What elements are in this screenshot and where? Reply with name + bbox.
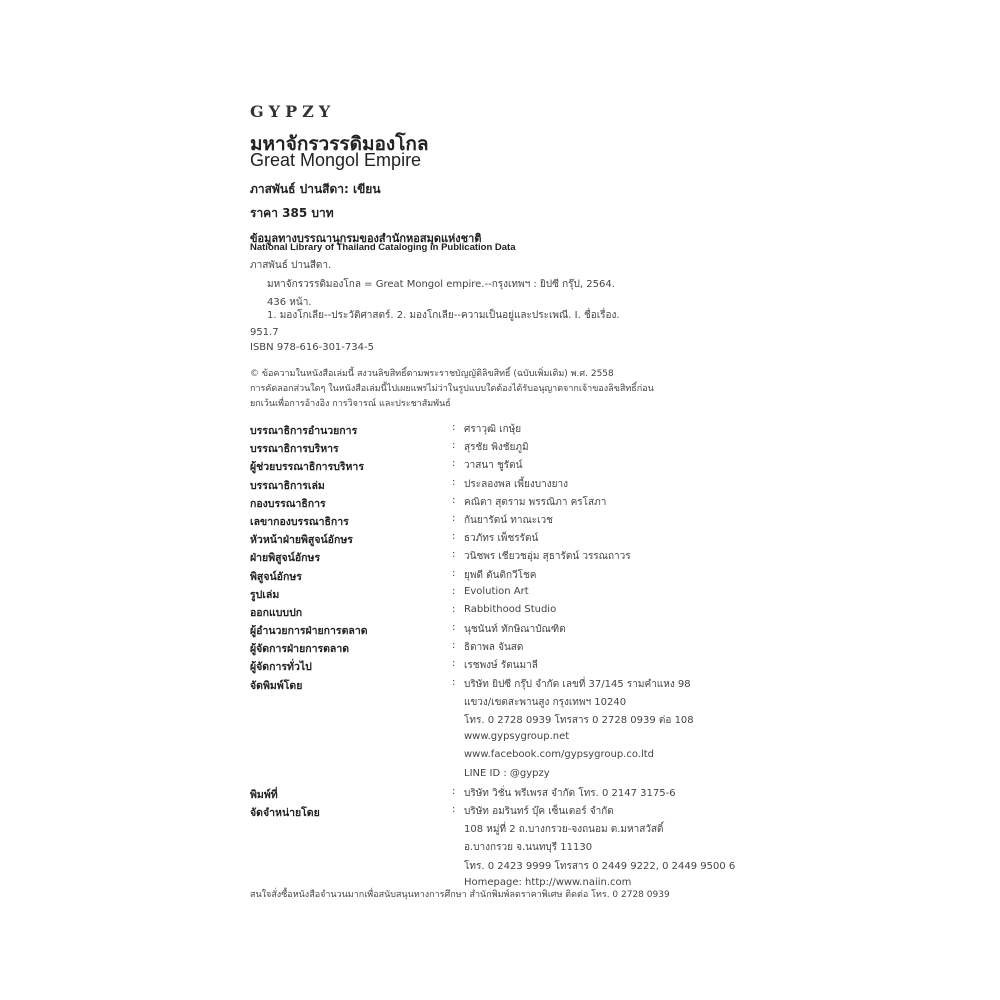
credit-value: Rabbithood Studio (464, 603, 557, 615)
credit-row (250, 731, 770, 749)
credit-label: ผู้อำนวยการฝ่ายการตลาด (250, 625, 368, 638)
credit-value: ประลองพล เพี้ยงบางยาง (464, 478, 568, 490)
credit-label: กองบรรณาธิการ (250, 497, 326, 510)
credit-value: นุชนันท์ ทักษิณาบัณฑิต (464, 624, 566, 636)
credit-label: พิสูจน์อักษร (250, 570, 302, 583)
credit-value: ธิดาพล จันสด (464, 642, 524, 654)
cip-heading-thai: ข้อมูลทางบรรณานุกรมของสำนักหอสมุดแห่งชาติ (250, 232, 482, 245)
price-line: ราคา 385 บาท (250, 206, 334, 220)
credit-row (250, 531, 770, 549)
credit-colon: : (452, 531, 456, 543)
credit-label: บรรณาธิการอำนวยการ (250, 425, 358, 437)
copyright-notice-3: ยกเว้นเพื่อการอ้างอิง การวิจารณ์ และประชาสัมพันธ์ (250, 399, 451, 409)
credit-row (250, 859, 770, 877)
credit-colon: : (452, 549, 456, 561)
credits-list (250, 422, 770, 895)
credit-value: อ.บางกรวย จ.นนทบุรี 11130 (464, 842, 593, 854)
credit-colon: : (452, 567, 456, 579)
credit-row (250, 458, 770, 476)
credit-row (250, 604, 770, 622)
credit-row (250, 549, 770, 567)
book-title-english: Great Mongol Empire (250, 150, 422, 170)
credit-label: พิมพ์ที่ (250, 788, 278, 801)
credit-colon: : (452, 622, 456, 634)
credit-label: ผู้จัดการทั่วไป (250, 661, 312, 674)
credit-row (250, 804, 770, 822)
credit-value: www.gypsygroup.net (464, 731, 570, 743)
cip-title-imprint: มหาจักรวรรดิมองโกล = Great Mongol empire.--กรุงเทพฯ : ยิปซี กรุ๊ป, 2564. (267, 279, 615, 290)
cip-isbn: ISBN 978-616-301-734-5 (250, 342, 374, 353)
credit-label: รูปเล่ม (250, 588, 280, 601)
credit-value: 108 หมู่ที่ 2 ถ.บางกรวย-จงถนอม ต.มหาสวัสดิ์ (464, 824, 664, 836)
publisher-logo: GYPZY (250, 102, 336, 121)
credit-value: www.facebook.com/gypsygroup.co.ltd (464, 749, 655, 761)
cip-pages: 436 หน้า. (267, 297, 312, 308)
credit-colon: : (452, 422, 456, 433)
credit-value: แขวง/เขตสะพานสูง กรุงเทพฯ 10240 (464, 696, 627, 708)
book-title-thai: มหาจักรวรรดิมองโกล (250, 133, 429, 155)
credit-colon: : (452, 512, 456, 524)
credit-colon: : (452, 494, 456, 506)
cip-heading-english: National Library of Thailand Cataloging in Publication Data (250, 242, 516, 253)
credit-row (250, 495, 770, 513)
credit-row (250, 440, 770, 458)
credit-colon: : (452, 658, 456, 670)
cip-subjects: 1. มองโกเลีย--ประวัติศาสตร์. 2. มองโกเลีย--ความเป็นอยู่และประเพณี. I. ชื่อเรื่อง. (267, 310, 620, 321)
credit-colon: : (452, 585, 456, 597)
credit-colon: : (452, 803, 456, 815)
bulk-order-footer: สนใจสั่งซื้อหนังสือจำนวนมากเพื่อสนับสนุนทางการศึกษา สำนักพิมพ์ลดราคาพิเศษ ติดต่อ โทร. 0 2728 0939 (250, 890, 670, 900)
credit-value: Homepage: http://www.naiin.com (464, 876, 632, 888)
credit-label: จัดพิมพ์โดย (250, 679, 303, 692)
credit-colon: : (452, 440, 456, 452)
credit-value: บริษัท ยิปซี กรุ๊ป จำกัด เลขที่ 37/145 รามคำแหง 98 (464, 678, 691, 690)
credit-label: เลขากองบรรณาธิการ (250, 515, 349, 528)
copyright-notice-1: © ข้อความในหนังสือเล่มนี้ สงวนลิขสิทธิ์ตามพระราชบัญญัติลิขสิทธิ์ (ฉบับเพิ่มเติม) พ.ศ. 2558 (250, 369, 614, 379)
credit-row (250, 768, 770, 786)
copyright-notice-2: การคัดลอกส่วนใดๆ ในหนังสือเล่มนี้ไปเผยแพร่ไม่ว่าในรูปแบบใดต้องได้รับอนุญาตจากเจ้าของลิขสิทธิ์ก่อน (250, 384, 654, 394)
credit-colon: : (452, 458, 456, 470)
credit-label: ฝ่ายพิสูจน์อักษร (250, 552, 321, 565)
credit-label: ออกแบบปก (250, 606, 303, 619)
credit-value: คณิตา สุตราม พรรณิภา ครโสภา (464, 496, 607, 508)
credit-label: หัวหน้าฝ่ายพิสูจน์อักษร (250, 534, 353, 547)
credit-value: สุรชัย พิงชัยภูมิ (464, 442, 529, 454)
credit-value: ธวภัทร เพ็ชรรัตน์ (464, 533, 539, 545)
credit-row (250, 786, 770, 804)
credit-row (250, 586, 770, 604)
credit-value: โทร. 0 2728 0939 โทรสาร 0 2728 0939 ต่อ 108 (464, 715, 694, 726)
credit-value: กันยารัตน์ ทาณะเวช (464, 514, 553, 526)
credit-colon: : (452, 640, 456, 652)
credit-row (250, 713, 770, 731)
credit-label: ผู้จัดการฝ่ายการตลาด (250, 643, 350, 656)
credit-row (250, 422, 770, 440)
credit-value: บริษัท วิชั่น พรีเพรส จำกัด โทร. 0 2147 3175-6 (464, 787, 676, 799)
credit-row (250, 695, 770, 713)
credit-row (250, 677, 770, 695)
credit-row (250, 658, 770, 676)
credit-label: บรรณาธิการเล่ม (250, 479, 325, 492)
credit-value: LINE ID : @gypzy (464, 767, 550, 779)
credit-label: บรรณาธิการบริหาร (250, 443, 339, 456)
credit-row (250, 622, 770, 640)
credit-value: วาสนา ชูรัตน์ (464, 460, 523, 472)
credit-value: Evolution Art (464, 585, 529, 597)
credit-value: วนิชพร เชียวชอุ่ม สุธารัตน์ วรรณถาวร (464, 551, 631, 563)
credit-value: ยุพดี ตันติกวีโชค (464, 569, 537, 581)
credit-label: จัดจำหน่ายโดย (250, 806, 320, 819)
credit-value: โทร. 0 2423 9999 โทรสาร 0 2449 9222, 0 2449 9500 6 (464, 860, 736, 872)
credit-row (250, 840, 770, 858)
credit-row (250, 822, 770, 840)
author-line: ภาสพันธ์ ปานสีดา: เขียน (250, 182, 381, 196)
credit-row (250, 477, 770, 495)
credit-label: ผู้ช่วยบรรณาธิการบริหาร (250, 461, 364, 474)
credit-row (250, 749, 770, 767)
credit-colon: : (452, 785, 456, 797)
cip-classification: 951.7 (250, 327, 279, 338)
credit-colon: : (452, 476, 456, 488)
credit-colon: : (452, 603, 456, 615)
credit-value: ศราวุฒิ เกษุ้ย (464, 424, 522, 435)
credit-colon: : (452, 676, 456, 688)
credit-row (250, 640, 770, 658)
cip-author: ภาสพันธ์ ปานสีดา. (250, 260, 332, 271)
credit-row (250, 513, 770, 531)
credit-value: บริษัท อมรินทร์ บุ๊ค เซ็นเตอร์ จำกัด (464, 805, 614, 817)
credit-row (250, 568, 770, 586)
credit-value: เรชพงษ์ รัตนมาลี (464, 660, 538, 672)
